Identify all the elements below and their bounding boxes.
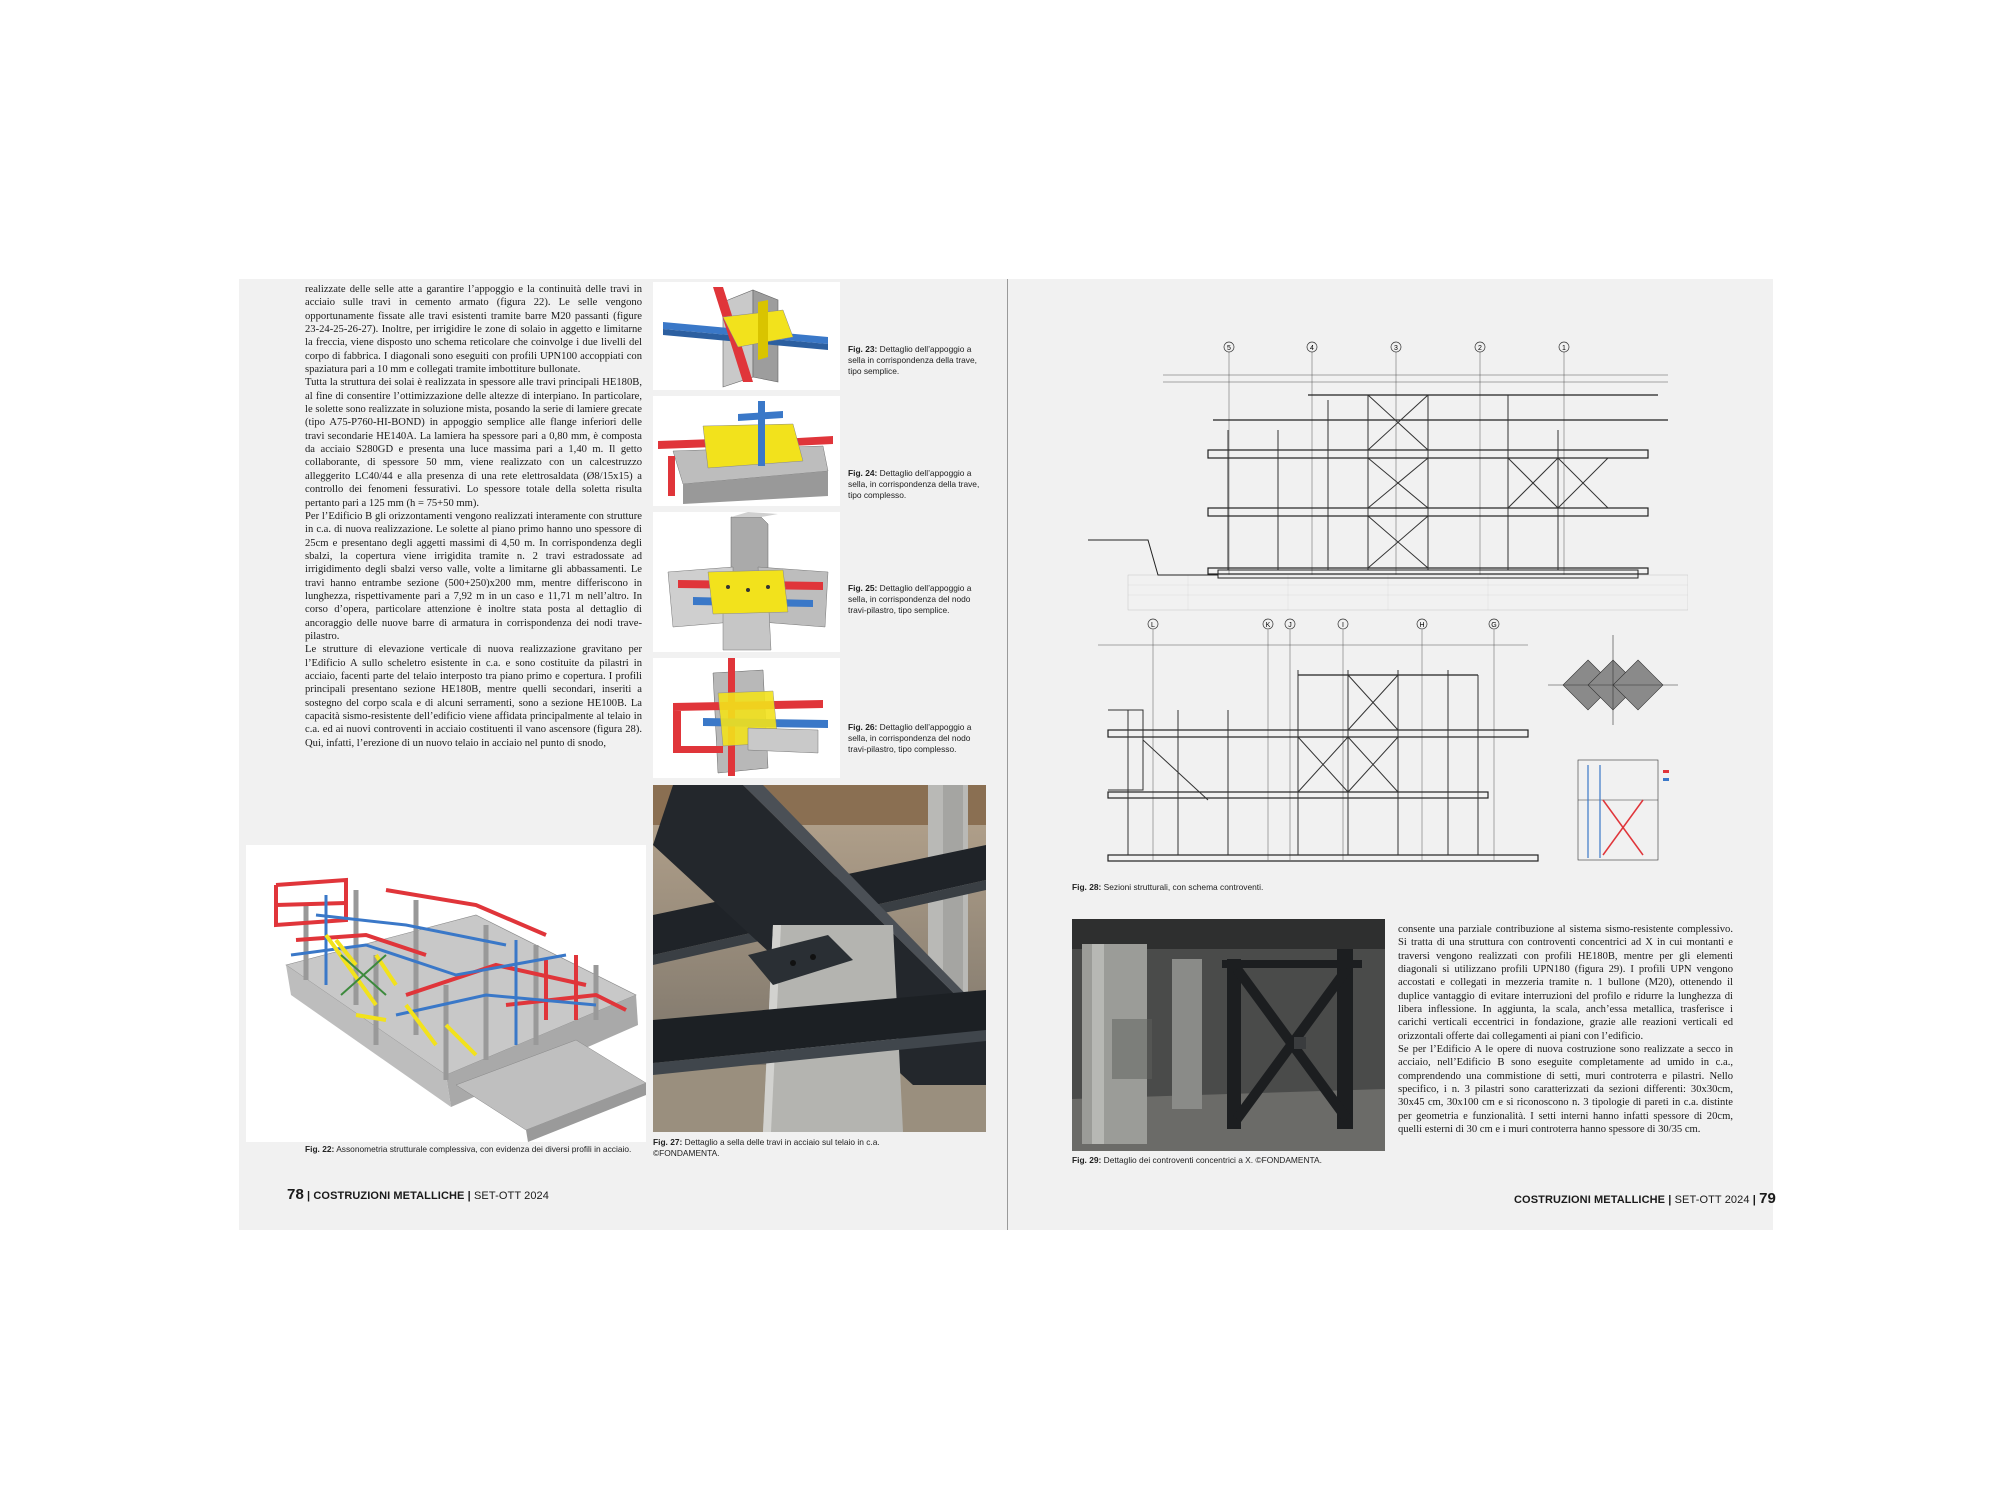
axis-label-top-2: 3 — [1394, 345, 1398, 352]
fig25-caption — [848, 583, 990, 616]
fig26-detail-drawing — [653, 658, 840, 778]
left-body-column — [305, 283, 642, 750]
left-paragraph-1: realizzate delle selle atte a garantire l’appoggio e la continuità delle travi in acciaio sulle travi in cemento armato (figura 22). Le selle vengono opportunamente fissate alle travi esistenti tramite barre M20 passanti (figure 23-24-25-26-27). Inoltre, per irrigidire le zone di solaio in aggetto e limitarne la freccia, viene disposto uno schema reticolare che coinvolge i due livelli del corpo di fabbrica. I diagonali sono eseguiti con profili UPN100 accoppiati con spaziatura pari a 10 mm e collegati tramite imbottiture bullonate. — [305, 284, 642, 376]
fig28-section-drawings — [1068, 330, 1688, 878]
right-paragraph-1: consente una parziale contribuzione al sistema sismo-resistente complessivo. Si tratta di una struttura con controventi concentrici ad X in cui montanti e traversi vengono realizzati con profili HE180B, mentre per gli elementi diagonali si utilizzano profili UPN180 (figura 29). I profili UPN vengono accostati e collegati in mezzeria tramite n. 1 bullone (M20), ottenendo il duplice vantaggio di evitare interruzioni del profilo e ridurre la lunghezza di libera inflessione. In aggiunta, la scala, anch’essa metallica, trasferisce i carichi verticali eccentrici in fondazione, grazie alle reazioni verticali ed orizzontali offerte dai collegamenti ai piani con l’edificio. — [1398, 924, 1733, 1042]
left-paragraph-2: Tutta la struttura dei solai è realizzata in spessore alle travi principali HE180B, al fine di consentire l’ottimizzazione delle altezze di interpiano. In particolare, le solette sono realizzate in soluzione mista, posando la serie di lamiere grecate (tipo A75-P760-HI-BOND) in appoggio semplice alle flange inferiori delle travi secondarie HE140A. La lamiera ha spessore pari a 0,80 mm, è composta da acciaio S280GD e presenta una luce massima pari a 1,40 m. Il getto collaborante, di spessore 50 mm, viene realizzato con un calcestruzzo alleggerito LC40/44 e alla presenza di una rete elettrosaldata (Ø8/15x15) a controllo dei fenomeni fessurativi. Lo spessore totale della soletta risulta pertanto pari a 125 mm (h = 75+50 mm). — [305, 377, 642, 509]
fig24-detail-drawing — [653, 396, 840, 506]
axis-label-bottom-2: J — [1288, 622, 1292, 629]
fig23-caption — [848, 344, 990, 377]
right-page-number: 79 — [1759, 1190, 1776, 1207]
fig23-detail-drawing — [653, 282, 840, 390]
fig28-text: Sezioni strutturali, con schema controventi. — [1103, 882, 1264, 892]
page-gutter — [1007, 279, 1008, 1230]
right-paragraph-2: Se per l’Edificio A le opere di nuova costruzione sono realizzate a secco in acciaio, nell’Edificio B sono eseguite completamente ad umido in c.a., comprendendo una commistione di setti, muri controterra e pilastri. Nello specifico, i n. 3 pilastri sono caratterizzati da sezioni differenti: 30x30cm, 30x45 cm, 30x100 cm e si riconoscono n. 3 tipologie di pareti in c.a. distinte per geometria e funzionalità. I setti interni hanno infatti spessore di 20cm, quelli esterni di 30 cm e i muri controterra hanno spessore di 30/35 cm. — [1398, 1044, 1733, 1136]
fig23-text: Dettaglio dell’appoggio a sella in corrispondenza della trave, tipo semplice. — [848, 344, 977, 376]
axis-label-bottom-0: L — [1151, 622, 1155, 629]
lower-section-gridline-labels — [1148, 619, 1499, 629]
fig22-axonometric-drawing — [246, 845, 646, 1142]
fig24-label: Fig. 24: — [848, 468, 878, 478]
fig25-text: Dettaglio dell’appoggio a sella, in corrispondenza del nodo travi-pilastro, tipo semplice. — [848, 583, 972, 615]
fig22-caption — [305, 1144, 645, 1155]
axis-label-top-4: 1 — [1562, 345, 1566, 352]
right-body-column — [1398, 923, 1733, 1137]
axis-label-bottom-4: H — [1419, 622, 1425, 629]
left-paragraph-3: Per l’Edificio B gli orizzontamenti vengono realizzati interamente con strutture in c.a. di nuova realizzazione. Le solette al piano primo hanno uno spessore di 25cm e presentano degli aggetti massimi di 4,50 m. In corrispondenza degli sbalzi, la copertura viene irrigidita tramite n. 2 travi estradossate ad irrigidimento degli sbalzi verso valle, volte a limitarne gli abbassamenti. Le travi hanno entrambe sezione (500+250)x200 mm, mentre differiscono in lunghezza, rispettivamente pari a 7,92 m in un caso e 11,71 m nell’altro. In corso d’opera, particolare attenzione è inoltre stata posta al dettaglio di ancoraggio delle nuove barre di armatura in corrispondenza dei nodi trave-pilastro. — [305, 510, 642, 642]
axis-label-top-3: 2 — [1478, 345, 1482, 352]
fig24-text: Dettaglio dell’appoggio a sella, in corrispondenza della trave, tipo complesso. — [848, 468, 980, 500]
fig22-label: Fig. 22: — [305, 1144, 335, 1154]
upper-section-gridline-labels — [1224, 342, 1569, 352]
fig25-detail-drawing — [653, 512, 840, 652]
fig27-label: Fig. 27: — [653, 1137, 683, 1147]
axis-label-bottom-5: G — [1491, 622, 1497, 629]
fig28-label: Fig. 28: — [1072, 882, 1102, 892]
fig29-caption — [1072, 1155, 1392, 1166]
right-issue: SET-OTT 2024 — [1674, 1194, 1750, 1206]
right-magazine-title: COSTRUZIONI METALLICHE — [1514, 1194, 1666, 1206]
axis-label-top-1: 4 — [1310, 345, 1314, 352]
fig26-caption — [848, 722, 990, 755]
fig27-site-photo — [653, 785, 986, 1132]
fig26-text: Dettaglio dell’appoggio a sella, in corrispondenza del nodo travi-pilastro, tipo complesso. — [848, 722, 972, 754]
left-paragraph-4: Le strutture di elevazione verticale di nuova realizzazione gravitano per l’Edificio A sullo scheletro esistente in c.a. e sono costituite da pilastri in acciaio, facenti parte del telaio interposto tra piano primo e copertura. I profili principali presentano sezione HE180B, mentre quelli secondari, inseriti a sostegno del corpo scala e di alcuni serramenti, sono a sezione HE100B. La capacità sismo-resistente dell’edificio viene affidata principalmente al telaio in c.a. ed ai nuovi controventi in acciaio costituenti il vano ascensore (figura 28). Qui, infatti, l’erezione di un nuovo telaio in acciaio nel punto di snodo, — [305, 644, 642, 749]
fig26-label: Fig. 26: — [848, 722, 878, 732]
fig29-site-photo — [1072, 919, 1385, 1151]
left-magazine-title: COSTRUZIONI METALLICHE — [313, 1190, 465, 1202]
fig29-label: Fig. 29: — [1072, 1155, 1102, 1165]
axis-label-top-0: 5 — [1227, 345, 1231, 352]
right-folio: COSTRUZIONI METALLICHE | SET-OTT 2024 | 79 — [1514, 1190, 1776, 1207]
fig27-text: Dettaglio a sella delle travi in acciaio sul telaio in c.a. ©FONDAMENTA. — [653, 1137, 880, 1158]
left-folio: 78 | COSTRUZIONI METALLICHE | SET-OTT 2024 — [287, 1186, 549, 1203]
fig23-label: Fig. 23: — [848, 344, 878, 354]
left-issue: SET-OTT 2024 — [474, 1190, 549, 1202]
fig29-text: Dettaglio dei controventi concentrici a X. ©FONDAMENTA. — [1103, 1155, 1322, 1165]
axis-label-bottom-1: K — [1265, 622, 1271, 629]
axis-label-bottom-3: I — [1342, 622, 1344, 629]
fig22-text: Assonometria strutturale complessiva, con evidenza dei diversi profili in acciaio. — [336, 1144, 632, 1154]
fig27-caption — [653, 1137, 923, 1159]
left-page-number: 78 — [287, 1186, 304, 1203]
fig24-caption — [848, 468, 990, 501]
fig28-caption — [1072, 882, 1472, 893]
fig25-label: Fig. 25: — [848, 583, 878, 593]
